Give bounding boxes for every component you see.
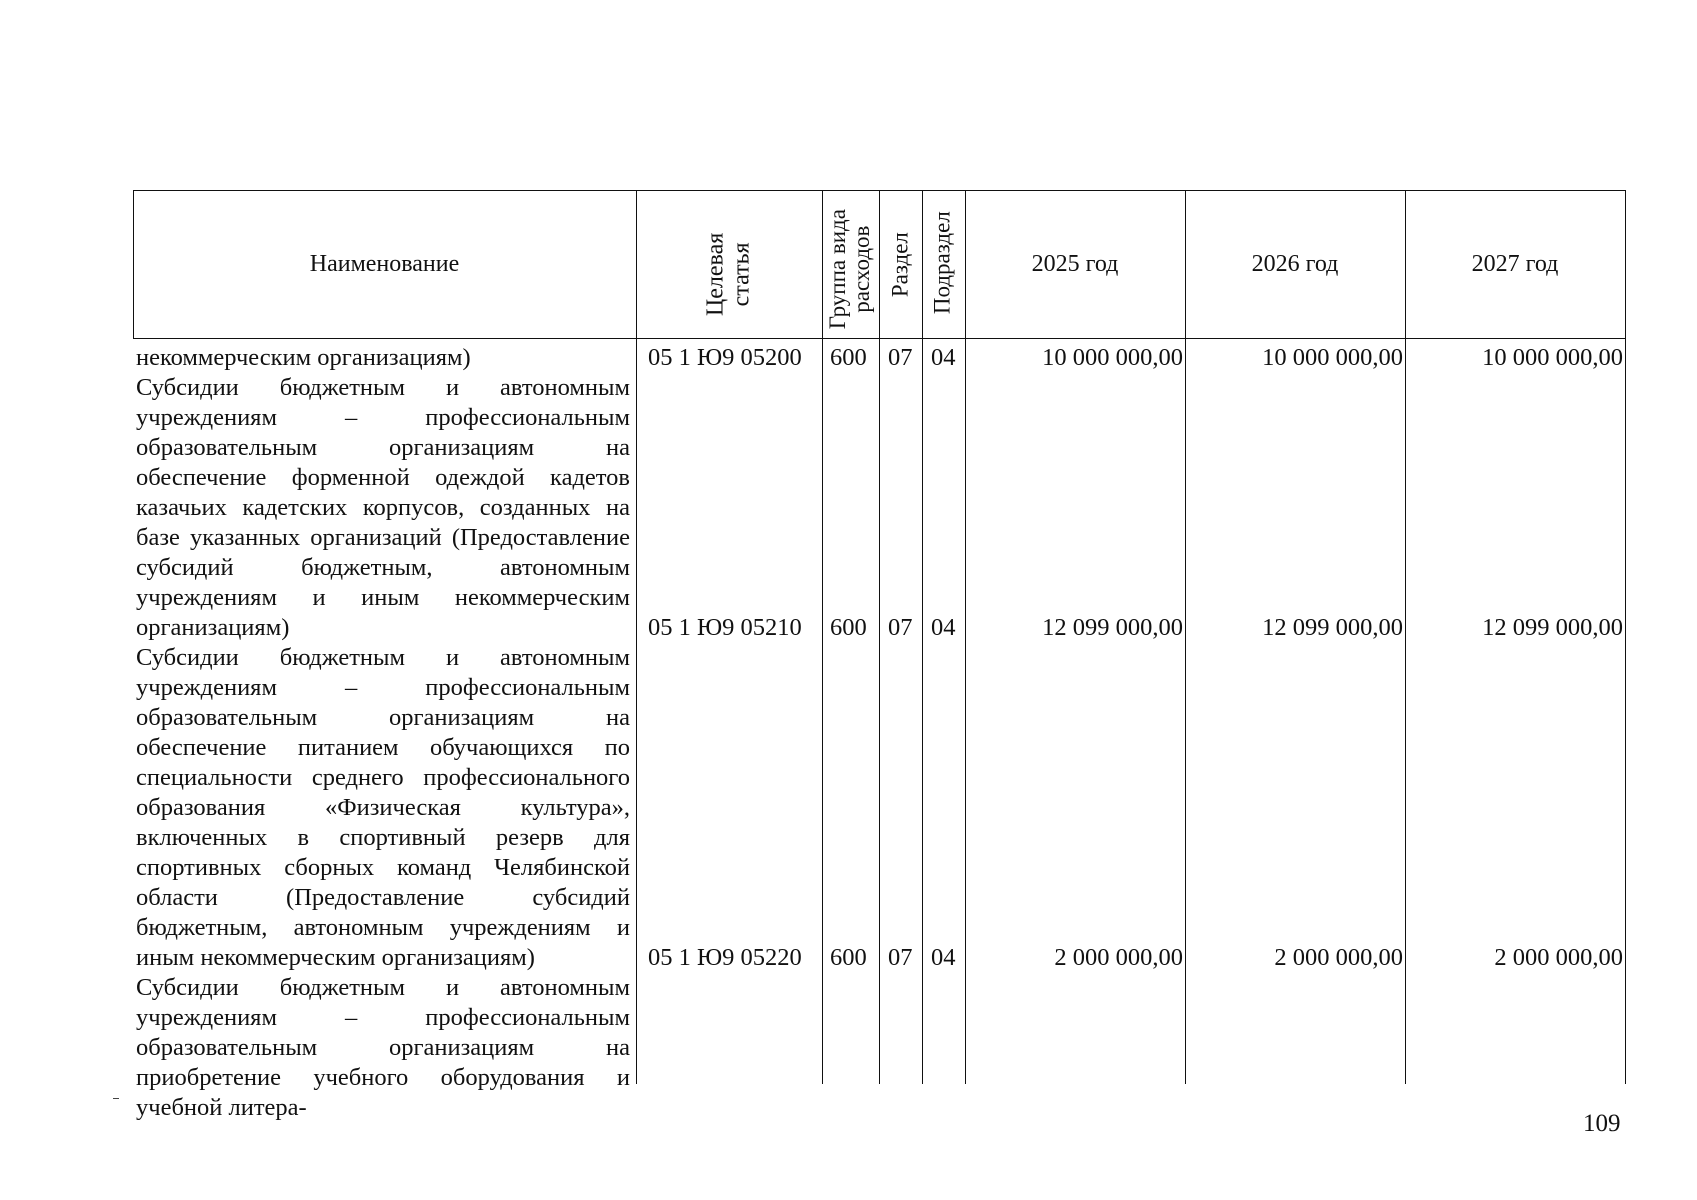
- row-3-2025: 2 000 000,00: [1054, 944, 1183, 971]
- col-divider-1: [636, 190, 637, 1084]
- header-expense-group: Группа вида расходов: [824, 209, 874, 330]
- row-1-name: некоммерческим организациям): [136, 344, 471, 371]
- budget-table: [133, 190, 1626, 1121]
- row-2-group: 600: [830, 614, 867, 641]
- row-1-2025: 10 000 000,00: [1042, 344, 1183, 371]
- row-3-section: 07: [888, 944, 913, 971]
- row-1-section: 07: [888, 344, 913, 371]
- row-1-2026: 10 000 000,00: [1262, 344, 1403, 371]
- header-2027: 2027 год: [1471, 250, 1559, 277]
- row-3-group: 600: [830, 944, 867, 971]
- header-target-article: Целевая статья: [702, 232, 755, 317]
- row-2-name: Субсидии бюджетным и автономным учреждениям – профессиональным образовательным организациям на обеспечение форменной одеждой кадетов казачьих кадетских корпусов, созданных на базе указанных организаций (Предоставление субсидий бюджетным, автономным учреждениям и иным некоммерческим организациям): [136, 374, 630, 641]
- row-3-subsection: 04: [931, 944, 956, 971]
- row-1-2027: 10 000 000,00: [1482, 344, 1623, 371]
- row-3-2026: 2 000 000,00: [1274, 944, 1403, 971]
- margin-mark: [113, 1098, 119, 1099]
- row-2-section: 07: [888, 614, 913, 641]
- header-2026: 2026 год: [1251, 250, 1339, 277]
- col-divider-4: [922, 190, 923, 1084]
- page-number: 109: [1583, 1110, 1621, 1137]
- header-section: Раздел: [887, 232, 913, 298]
- col-divider-3: [879, 190, 880, 1084]
- table-right-border: [1625, 190, 1626, 1084]
- row-2-2027: 12 099 000,00: [1482, 614, 1623, 641]
- row-1-code: 05 1 Ю9 05200: [648, 344, 802, 371]
- header-subsection: Подраздел: [929, 211, 955, 315]
- row-3-code: 05 1 Ю9 05220: [648, 944, 802, 971]
- header-2025: 2025 год: [1031, 250, 1119, 277]
- col-divider-2: [822, 190, 823, 1084]
- row-name-text: [136, 343, 630, 1123]
- row-2-subsection: 04: [931, 614, 956, 641]
- row-4-name: Субсидии бюджетным и автономным учреждениям – профессиональным образовательным организациям на приобретение учебного оборудования и учебной литера-: [136, 974, 630, 1121]
- row-1-subsection: 04: [931, 344, 956, 371]
- row-2-2026: 12 099 000,00: [1262, 614, 1403, 641]
- row-2-code: 05 1 Ю9 05210: [648, 614, 802, 641]
- row-2-2025: 12 099 000,00: [1042, 614, 1183, 641]
- header-name: Наименование: [309, 250, 460, 277]
- row-3-name: Субсидии бюджетным и автономным учреждениям – профессиональным образовательным организациям на обеспечение питанием обучающихся по специальности среднего профессионального образования «Физическая культура», включенных в спортивный резерв для спортивных сборных команд Челябинской области (Предоставление субсидий бюджетным, автономным учреждениям и иным некоммерческим организациям): [136, 644, 630, 971]
- row-1-group: 600: [830, 344, 867, 371]
- row-3-2027: 2 000 000,00: [1494, 944, 1623, 971]
